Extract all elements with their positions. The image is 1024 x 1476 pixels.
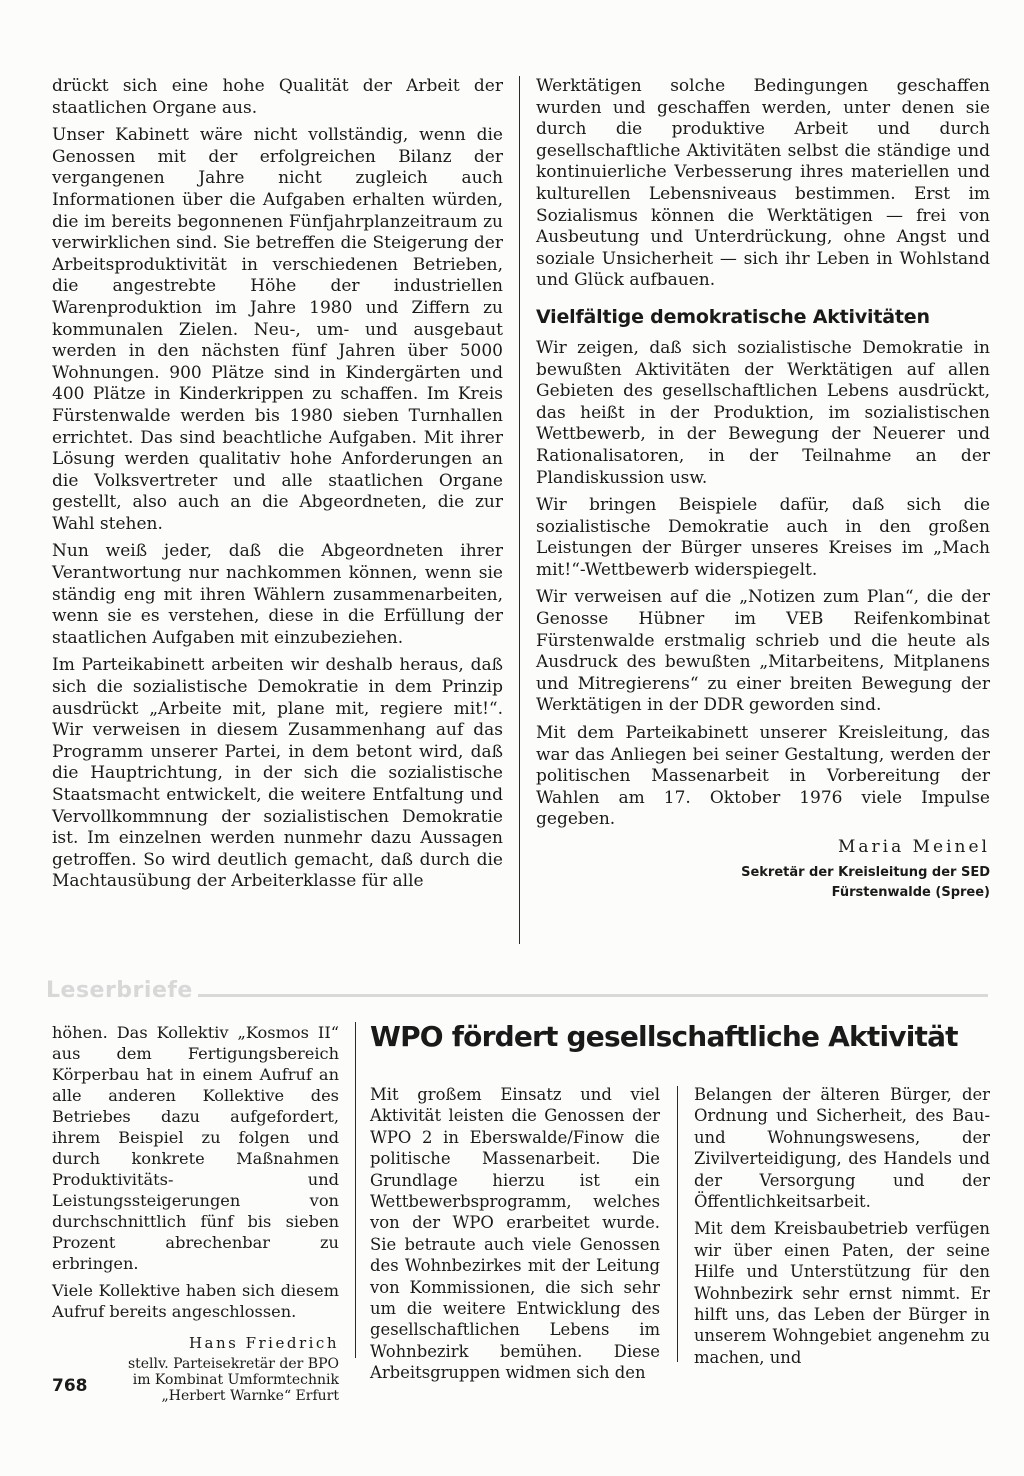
paragraph: Mit großem Einsatz und viel Aktivität leisten die Genossen der WPO 2 in Eberswalde/Finow die politische Massenarbeit. Die Grundlage hierzu ist ein Wettbewerbsprogramm, welches von der WPO erarbeitet wurde. Sie betraute auch viele Genossen des Wohnbezirkes mit der Leitung von Kommissionen, die sich sehr um die weitere Entwicklung des gesellschaftlichen Lebens im Wohnbezirk bemühen. Diese Arbeitsgruppen widmen sich den [370, 1085, 660, 1383]
paragraph: Wir bringen Beispiele dafür, daß sich die sozialistische Demokratie auch in den großen Leistungen der Bürger unseres Kreises im „Mach mit!“-Wettbewerb widerspiegelt. [536, 495, 990, 580]
article-left-column [52, 76, 503, 899]
paragraph: drückt sich eine hohe Qualität der Arbeit der staatlichen Organe aus. [52, 76, 503, 118]
column-divider [519, 76, 520, 944]
paragraph: Mit dem Parteikabinett unserer Kreisleitung, das war das Anliegen bei seiner Gestaltung, werden der politischen Massenarbeit in Vorbereitung der Wahlen am 17. Oktober 1976 viele Impulse gegeben. [536, 723, 990, 830]
column-divider [355, 1022, 356, 1358]
page-number: 768 [52, 1376, 88, 1396]
letter-author-role: stellv. Parteisekretär der BPO [127, 1356, 339, 1372]
paragraph: Wir verweisen auf die „Notizen zum Plan“, die der Genosse Hübner im VEB Reifenkombinat Fürstenwalde erstmalig schrieb und die heute als Ausdruck des bewußten „Mitarbeitens, Mitplanens und Mitregierens“ zu einer breiten Bewegung der Werktätigen in der DDR geworden sind. [536, 587, 990, 716]
paragraph: Wir zeigen, daß sich sozialistische Demokratie in bewußten Aktivitäten der Werktätigen auf allen Gebieten des gesellschaftlichen Lebens ausdrückt, das heißt in der Produktion, im sozialistischen Wettbewerb, in der Bewegung der Neuerer und Rationalisatoren, in der Teilnahme an der Plandiskussion usw. [536, 337, 990, 488]
letter-author-role: im Kombinat Umformtechnik [132, 1372, 339, 1388]
paragraph: Unser Kabinett wäre nicht vollständig, wenn die Genossen mit der erfolgreichen Bilanz der vergangenen Jahre nicht zugleich auch Informationen über die Aufgaben erhalten würden, die im bereits begonnenen Fünfjahrplanzeitraum zu verwirklichen sind. Sie betreffen die Steigerung der Arbeitsproduktivität in verschiedenen Betrieben, die angestrebte Höhe der industriellen Warenproduktion im Jahre 1980 und Ziffern zu kommunalen Zielen. Neu-, um- und ausgebaut werden in den nächsten fünf Jahren über 5000 Wohnungen. 900 Plätze sind in Kindergärten und 400 Plätze in Kinderkrippen zu schaffen. Im Kreis Fürstenwalde werden bis 1980 sieben Turnhallen errichtet. Das sind beachtliche Aufgaben. Mit ihrer Lösung werden qualitativ hohe Anforderungen an die Volksvertreter und alle staatlichen Organe gestellt, also auch an die Abgeordneten, die zur Wahl stehen. [52, 125, 503, 534]
paragraph: Viele Kollektive haben sich diesem Aufruf bereits angeschlossen. [52, 1281, 339, 1321]
wpo-column-1 [370, 1084, 660, 1390]
author-location: Fürstenwalde (Spree) [831, 885, 990, 900]
paragraph: Im Parteikabinett arbeiten wir deshalb heraus, daß sich die sozialistische Demokratie in dem Prinzip ausdrückt „Arbeite mit, plane mit, regiere mit!“. Wir verweisen in diesem Zusammenhang auf das Programm unserer Partei, in dem betont wird, daß die Hauptrichtung, in der sich die sozialistische Staatsmacht entwickelt, die weitere Entfaltung und Vervollkommnung der sozialistischen Demokratie ist. Im einzelnen werden nunmehr dazu Aussagen getroffen. So wird deutlich gemacht, daß durch die Machtausübung der Arbeiterklasse für alle [52, 655, 503, 892]
paragraph: Belangen der älteren Bürger, der Ordnung und Sicherheit, des Bau- und Wohnungswesens, der Zivilverteidigung, des Handels und der Versorgung und der Öffentlichkeitsarbeit. [694, 1085, 990, 1212]
letter-author-role: „Herbert Warnke“ Erfurt [161, 1388, 339, 1404]
paragraph: höhen. Das Kollektiv „Kosmos II“ aus dem Fertigungsbereich Körperbau hat in einem Aufruf an alle anderen Kollektive des Betriebes dazu aufgefordert, ihrem Beispiel zu folgen und durch konkrete Maßnahmen Produktivitäts- und Leistungssteigerungen von durchschnittlich fünf bis sieben Prozent abrechenbar zu erbringen. [52, 1023, 339, 1273]
paragraph: Nun weiß jeder, daß die Abgeordneten ihrer Verantwortung nur nachkommen können, wenn sie ständig eng mit ihren Wählern zusammenarbeiten, wenn sie es verstehen, diese in die Erfüllung der staatlichen Aufgaben mit einzubeziehen. [52, 541, 503, 648]
section-divider [46, 978, 988, 1004]
author-role: Sekretär der Kreisleitung der SED [741, 865, 990, 880]
section-label: Leserbriefe [46, 978, 193, 1003]
divider-rule [198, 994, 988, 997]
letter-author-signature: Hans Friedrich [188, 1334, 339, 1352]
wpo-column-2 [694, 1084, 990, 1374]
article-right-column [536, 76, 990, 903]
column-divider [677, 1086, 678, 1362]
paragraph: Mit dem Kreisbaubetrieb verfügen wir über einen Paten, der seine Hilfe und Unterstützung für den Wohnbezirk sehr ernst nimmt. Er hilft uns, das Leben der Bürger in unserem Wohngebiet angenehm zu machen, und [694, 1219, 990, 1367]
article-title: WPO fördert gesellschaftliche Aktivität [370, 1020, 958, 1053]
paragraph: Werktätigen solche Bedingungen geschaffen wurden und geschaffen werden, unter denen sie durch die produktive Arbeit und durch gesellschaftliche Aktivitäten selbst die ständige und kontinuierliche Verbesserung ihres materiellen und kulturellen Lebensniveaus bestimmen. Erst im Sozialismus können die Werktätigen — frei von Ausbeutung und Unterdrückung, ohne Angst und soziale Unsicherheit — sich ihr Leben in Wohlstand und Glück aufbauen. [536, 76, 990, 291]
author-signature: Maria Meinel [838, 837, 990, 857]
section-heading: Vielfältige demokratische Aktivitäten [536, 305, 930, 328]
letter-column [52, 1022, 339, 1404]
